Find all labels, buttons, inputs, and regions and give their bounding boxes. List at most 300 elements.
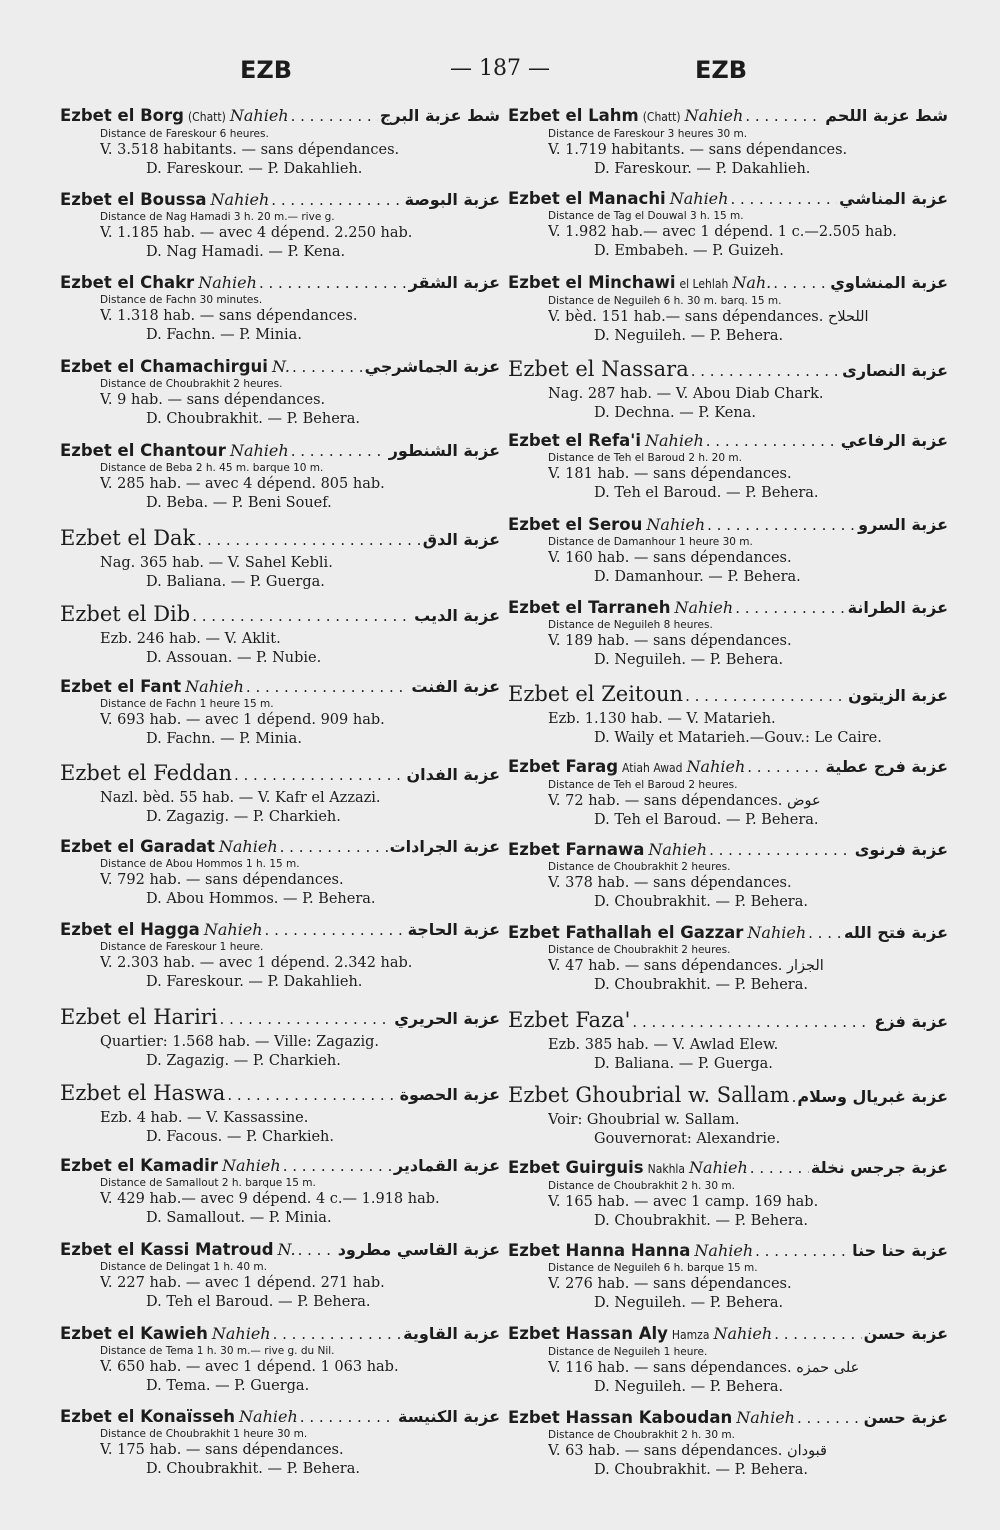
entry-kind: Nahieh — [211, 1323, 271, 1343]
entry-arabic-name: عزبة المناشي — [839, 189, 948, 209]
entry-title-line — [508, 1006, 948, 1036]
entry-name: Ezbet el Refa'i — [508, 431, 642, 451]
entry — [60, 676, 500, 760]
entry-population: V. 276 hab. — sans dépendances. — [548, 1276, 792, 1293]
entry-district: D. Tema. — P. Guerga. — [146, 1377, 310, 1394]
entry-qualifier: Nakhla — [647, 1161, 686, 1176]
entry-distance: Distance de Beba 2 h. 45 m. barque 10 m. — [100, 461, 324, 474]
entry-arabic-name: عزبة حسن — [863, 1324, 948, 1344]
entry-arabic-name: عزبة فرج عطية — [825, 756, 948, 776]
entry — [60, 919, 500, 1003]
entry-kind: N. — [277, 1239, 296, 1259]
entry-kind: Nahieh — [198, 273, 257, 293]
entry-kind: Nah. — [732, 272, 772, 292]
entry — [60, 524, 500, 600]
entry-name: Ezbet Faza' — [508, 1007, 631, 1032]
leader-dots — [280, 836, 388, 858]
entry-population: V. 175 hab. — sans dépendances. — [100, 1442, 344, 1459]
entry-arabic-name: عزبة حسن — [863, 1407, 948, 1427]
leader-dots — [735, 597, 845, 619]
entry-name: Ezbet el Hagga — [60, 920, 200, 940]
entry-population: Ezb. 4 hab. — V. Kassassine. — [100, 1110, 309, 1126]
entry — [60, 189, 500, 273]
entry-kind: Nahieh — [674, 597, 734, 617]
entry-kind: Nahieh — [747, 923, 807, 943]
entry-population: V. 165 hab. — avec 1 camp. 169 hab. — [548, 1193, 819, 1210]
entry-kind: Nahieh — [669, 189, 729, 209]
entry — [60, 272, 500, 356]
entry-population: V. 160 hab. — sans dépendances. — [548, 549, 792, 566]
leader-dots — [273, 1323, 402, 1345]
entry-kind: Nahieh — [713, 1324, 773, 1344]
entry-title-line — [60, 1003, 500, 1033]
entry-kind: Nahieh — [218, 836, 278, 856]
entry — [508, 597, 948, 680]
entry-name: Ezbet el Nassara — [508, 356, 689, 381]
entry-kind: Nahieh — [684, 106, 744, 125]
leader-dots — [709, 839, 853, 861]
entry-district: D. Choubrakhit. — P. Behera. — [594, 1461, 808, 1478]
entry-kind: Nahieh — [646, 514, 706, 534]
entry-district: D. Facous. — P. Charkieh. — [146, 1129, 335, 1145]
entry-district: D. Baliana. — P. Guerga. — [594, 1055, 773, 1072]
entry-distance: Distance de Fareskour 6 heures. — [100, 128, 269, 140]
entry-arabic-name: عزبة الرفاعي — [840, 431, 948, 451]
entry-name: Ezbet el Boussa — [60, 189, 207, 209]
entry-title-line — [508, 355, 948, 385]
entry-population: V. 792 hab. — sans dépendances. — [100, 871, 344, 888]
entry-name: Ezbet el Garadat — [60, 836, 215, 856]
leader-dots — [292, 356, 363, 378]
entry — [60, 1239, 500, 1323]
entry-district: D. Samallout. — P. Minia. — [146, 1210, 332, 1227]
entry-distance: Distance de Fareskour 1 heure. — [100, 941, 264, 954]
leader-dots — [797, 1407, 862, 1429]
entry-distance: Distance de Choubrakhit 2 heures. — [100, 378, 283, 391]
leader-dots — [730, 188, 837, 210]
entry-title-line — [60, 676, 500, 698]
leader-dots — [707, 514, 856, 536]
entry-district: D. Choubrakhit. — P. Behera. — [594, 1212, 808, 1229]
entry-population: V. 378 hab. — sans dépendances. — [548, 875, 792, 892]
entry-title-line — [60, 105, 500, 128]
entry — [60, 1323, 500, 1407]
leader-dots — [747, 756, 823, 778]
entry-name: Ezbet Hanna Hanna — [508, 1241, 691, 1261]
entry — [508, 105, 948, 188]
entry-title-line — [508, 839, 948, 861]
left-column — [60, 105, 500, 1490]
entry-distance: Distance de Teh el Baroud 2 h. 20 m. — [548, 452, 742, 465]
entry-title-line — [508, 756, 948, 779]
entry-population: V. 72 hab. — sans dépendances. عوض — [548, 792, 821, 809]
entry-distance: Distance de Neguileh 6 h. 30 m. barq. 15 m. — [548, 294, 782, 307]
entry-district: D. Neguileh. — P. Behera. — [594, 1379, 784, 1396]
entry-kind: Nahieh — [185, 676, 244, 696]
entry-arabic-name: شط عزبة البرج — [379, 106, 500, 125]
entry — [60, 1155, 500, 1239]
entry-kind: Nahieh — [221, 1156, 281, 1176]
entry-name: Ezbet el Tarraneh — [508, 597, 671, 617]
entry-population: V. 1.719 habitants. — sans dépendances. — [548, 142, 848, 158]
entry-qualifier: el Lehlah — [679, 276, 729, 291]
entry-district: D. Baliana. — P. Guerga. — [146, 573, 325, 590]
entry-arabic-name: عزبة الجماشرجي — [364, 357, 500, 377]
entry-name: Ezbet el Konaïsseh — [60, 1407, 236, 1427]
entry-district: D. Zagazig. — P. Charkieh. — [146, 1052, 341, 1069]
entry-name: Ezbet Guirguis — [508, 1157, 644, 1177]
entry-distance: Distance de Choubrakhit 2 h. 30 m. — [548, 1428, 735, 1441]
entry-population: V. 429 hab.— avec 9 dépend. 4 c.— 1.918 hab. — [100, 1191, 440, 1208]
entry-distance: Distance de Neguileh 8 heures. — [548, 618, 713, 631]
leader-dots — [220, 1005, 393, 1033]
entry-title-line — [508, 105, 948, 128]
entry-distance: Distance de Neguileh 6 h. barque 15 m. — [548, 1262, 758, 1275]
entry-title-line — [508, 680, 948, 710]
leader-dots — [750, 1157, 809, 1179]
entry-title-line — [60, 919, 500, 941]
entry-arabic-name: عزبة الفدان — [406, 765, 500, 785]
leader-dots — [755, 1240, 850, 1262]
entry-distance: Distance de Nag Hamadi 3 h. 20 m.— rive g. — [100, 210, 335, 223]
entry-arabic-name: عزبة غبريال وسلام — [797, 1087, 948, 1107]
entry-distance: Distance de Fareskour 3 heures 30 m. — [548, 128, 748, 140]
entry-district: D. Abou Hommos. — P. Behera. — [146, 890, 376, 907]
entry — [60, 105, 500, 189]
entry-kind: Nahieh — [645, 431, 704, 451]
entry-arabic-name: عزبة الديب — [414, 605, 500, 625]
entry-population: Nazl. bèd. 55 hab. — V. Kafr el Azzazi. — [100, 790, 381, 807]
entry-title-line — [508, 188, 948, 210]
entry-kind: Nahieh — [689, 1157, 748, 1177]
entry-arabic-name: عزبة البوصة — [404, 189, 500, 209]
entry-name: Ezbet el Borg — [60, 106, 184, 125]
entry-name: Ezbet el Feddan — [60, 761, 232, 786]
entry-arabic-name: عزبة حنا حنا — [852, 1241, 948, 1261]
leader-dots — [808, 922, 842, 944]
entry-district: Gouvernorat: Alexandrie. — [594, 1131, 781, 1148]
entry-distance: Distance de Fachn 30 minutes. — [100, 294, 263, 307]
entry-distance: Distance de Abou Hommos 1 h. 15 m. — [100, 857, 300, 870]
entry-population: V. 189 hab. — sans dépendances. — [548, 632, 792, 649]
entry-arabic-name: عزبة جرجس نخلة — [810, 1157, 948, 1177]
entry — [508, 922, 948, 1005]
leader-dots — [197, 526, 421, 554]
entry-title-line — [508, 1081, 948, 1111]
entry-district: D. Beba. — P. Beni Souef. — [146, 494, 332, 511]
entry — [60, 1003, 500, 1079]
entry-name: Ezbet el Haswa — [60, 1081, 226, 1105]
entry-title-line — [60, 1155, 500, 1177]
leader-dots — [192, 602, 412, 630]
leader-dots — [298, 1239, 336, 1261]
entry-name: Ezbet Hassan Aly — [508, 1324, 668, 1344]
entry-district: D. Fachn. — P. Minia. — [146, 730, 302, 747]
entry-name: Ezbet el Fant — [60, 676, 182, 696]
entry-distance: Distance de Choubrakhit 1 heure 30 m. — [100, 1428, 308, 1441]
entry-population: V. 1.982 hab.— avec 1 dépend. 1 c.—2.505 hab. — [548, 224, 897, 241]
entry-qualifier: Hamza — [671, 1328, 710, 1343]
entry — [60, 440, 500, 524]
entry-kind: Nahieh — [648, 840, 708, 860]
entry-arabic-name: عزبة القمادير — [393, 1156, 500, 1176]
entry-title-line — [508, 1323, 948, 1346]
entry-title-line — [508, 1240, 948, 1262]
entry-name: Ezbet el Kawieh — [60, 1323, 208, 1343]
entry-district: D. Neguileh. — P. Behera. — [594, 327, 784, 344]
entry — [508, 430, 948, 513]
entry — [508, 1006, 948, 1082]
entry-arabic-name: عزبة الشنطور — [388, 440, 500, 460]
leader-dots — [691, 357, 840, 385]
entry — [508, 355, 948, 431]
entry-arabic-name: عزبة الدق — [422, 529, 500, 549]
entry-district: D. Teh el Baroud. — P. Behera. — [594, 485, 819, 502]
entry-district: D. Fareskour. — P. Dakahlieh. — [146, 974, 363, 991]
entry-name: Ezbet el Minchawi — [508, 272, 676, 292]
entry-name: Ezbet Farag — [508, 756, 619, 776]
entry-population: V. 47 hab. — sans dépendances. الجزار — [548, 958, 824, 975]
right-column — [508, 105, 948, 1490]
entry-arabic-name: عزبة فزع — [874, 1011, 948, 1031]
entry-distance: Distance de Choubrakhit 2 heures. — [548, 861, 731, 874]
entry-district: D. Choubrakhit. — P. Behera. — [146, 411, 360, 428]
entry-title-line — [60, 1323, 500, 1345]
entry-kind: Nahieh — [239, 1407, 298, 1427]
entry-district: D. Fachn. — P. Minia. — [146, 327, 302, 344]
entry-district: D. Fareskour. — P. Dakahlieh. — [146, 161, 363, 177]
entry — [508, 514, 948, 597]
entry-arabic-name: عزبة النصارى — [842, 360, 948, 380]
entry-population: Ezb. 385 hab. — V. Awlad Elew. — [548, 1036, 779, 1053]
entry-distance: Distance de Teh el Baroud 2 heures. — [548, 778, 738, 791]
entry — [508, 272, 948, 355]
entry-arabic-name: عزبة الحريري — [394, 1008, 500, 1028]
leader-dots — [300, 1406, 396, 1428]
entry-title-line — [60, 189, 500, 211]
entry-population: V. bèd. 151 hab.— sans dépendances. اللحلاح — [548, 308, 869, 325]
entry-population: Ezb. 1.130 hab. — V. Matarieh. — [548, 711, 776, 728]
entry-population: V. 63 hab. — sans dépendances. قبودان — [548, 1442, 827, 1459]
entry — [508, 680, 948, 756]
entry — [508, 1323, 948, 1406]
leader-dots — [291, 105, 378, 127]
entry-arabic-name: عزبة الزيتون — [848, 686, 948, 706]
entry-district: D. Dechna. — P. Kena. — [594, 404, 756, 421]
entry-population: V. 2.303 hab. — avec 1 dépend. 2.342 hab. — [100, 955, 413, 972]
entry-title-line — [60, 1079, 500, 1109]
entry-district: D. Neguileh. — P. Behera. — [594, 651, 784, 668]
entry-district: D. Embabeh. — P. Guizeh. — [594, 243, 784, 260]
entry-title-line — [60, 836, 500, 858]
page-number: — 187 — — [450, 56, 550, 81]
entry-title-line — [60, 1239, 500, 1261]
entry-kind: Nahieh — [686, 756, 746, 776]
entry-arabic-name: عزبة المنشاوي — [830, 272, 948, 292]
entry-title-line — [60, 600, 500, 630]
entry-district: D. Nag Hamadi. — P. Kena. — [146, 243, 346, 260]
entry-district: D. Neguileh. — P. Behera. — [594, 1295, 784, 1312]
entry-title-line — [60, 1406, 500, 1428]
leader-dots — [271, 189, 402, 211]
entry-name: Ezbet Hassan Kaboudan — [508, 1407, 733, 1427]
leader-dots — [246, 676, 409, 698]
entry — [60, 836, 500, 920]
entry-name: Ezbet el Serou — [508, 514, 643, 534]
entry-distance: Distance de Damanhour 1 heure 30 m. — [548, 535, 753, 548]
entry-population: Nag. 365 hab. — V. Sahel Kebli. — [100, 554, 333, 571]
entry-name: Ezbet Ghoubrial w. Sallam — [508, 1083, 790, 1108]
entry — [60, 759, 500, 835]
entry-name: Ezbet el Hariri — [60, 1004, 218, 1029]
entry — [60, 1079, 500, 1155]
entry-distance: Distance de Choubrakhit 2 h. 30 m. — [548, 1179, 735, 1192]
entry-arabic-name: عزبة القاسي مطرود — [337, 1239, 500, 1259]
entry-district: D. Choubrakhit. — P. Behera. — [146, 1461, 360, 1478]
entry-distance: Distance de Tema 1 h. 30 m.— rive g. du Nil. — [100, 1344, 335, 1357]
entry-population: V. 9 hab. — sans dépendances. — [100, 392, 326, 409]
entry-district: D. Choubrakhit. — P. Behera. — [594, 977, 808, 994]
entry-district: D. Teh el Baroud. — P. Behera. — [594, 811, 819, 828]
entry-district: D. Waily et Matarieh.—Gouv.: Le Caire. — [594, 730, 882, 747]
entry-population: Ezb. 246 hab. — V. Aklit. — [100, 630, 281, 647]
entry-district: D. Choubrakhit. — P. Behera. — [594, 894, 808, 911]
leader-dots — [792, 1083, 796, 1111]
entry — [60, 356, 500, 440]
leader-dots — [291, 440, 387, 462]
entry-title-line — [60, 356, 500, 378]
entry-kind: Nahieh — [736, 1407, 795, 1427]
entry-title-line — [508, 514, 948, 536]
entry — [60, 600, 500, 676]
entry-population: V. 1.185 hab. — avec 4 dépend. 2.250 hab. — [100, 224, 413, 241]
entry-arabic-name: شط عزبة اللحم — [825, 106, 948, 125]
entry-qualifier: (Chatt) — [187, 110, 226, 124]
entry-title-line — [508, 922, 948, 944]
entry — [508, 1407, 948, 1490]
entry-arabic-name: عزبة الحاجة — [407, 920, 500, 940]
leader-dots — [774, 1323, 861, 1345]
entry-arabic-name: عزبة الكنيسة — [397, 1407, 500, 1427]
entry-distance: Distance de Tag el Douwal 3 h. 15 m. — [548, 210, 744, 223]
entry-distance: Distance de Samallout 2 h. barque 15 m. — [100, 1177, 316, 1190]
entry-title-line — [508, 1157, 948, 1180]
entry — [508, 839, 948, 922]
entry-population: V. 285 hab. — avec 4 dépend. 805 hab. — [100, 475, 385, 492]
entry-arabic-name: عزبة السرو — [858, 514, 948, 534]
entry-district: D. Fareskour. — P. Dakahlieh. — [594, 161, 811, 177]
entry-arabic-name: عزبة الطرانة — [847, 597, 948, 617]
entry-kind: Nahieh — [694, 1241, 754, 1261]
entry-population: Nag. 287 hab. — V. Abou Diab Chark. — [548, 385, 824, 402]
entry-arabic-name: عزبة الجرادات — [389, 836, 500, 856]
entry — [508, 1240, 948, 1323]
entry-arabic-name: عزبة الفنت — [411, 676, 500, 696]
leader-dots — [685, 682, 846, 710]
entry-arabic-name: عزبة فتح الله — [844, 923, 948, 943]
entry-name: Ezbet el Dak — [60, 525, 196, 550]
leader-dots — [234, 761, 404, 789]
entry-district: D. Zagazig. — P. Charkieh. — [146, 809, 341, 826]
page-header — [0, 56, 1000, 96]
leader-dots — [632, 1008, 872, 1036]
entry-distance: Distance de Neguileh 1 heure. — [548, 1346, 708, 1359]
entry-population: V. 116 hab. — sans dépendances. على حمزه — [548, 1360, 860, 1377]
entry-distance: Distance de Fachn 1 heure 15 m. — [100, 697, 274, 710]
entry-name: Ezbet el Manachi — [508, 189, 666, 209]
entry-name: Ezbet Fathallah el Gazzar — [508, 923, 744, 943]
leader-dots — [227, 1081, 397, 1109]
entry-kind: Nahieh — [229, 440, 289, 460]
entry — [508, 756, 948, 839]
entry-title-line — [60, 272, 500, 294]
entry-kind: Nahieh — [229, 106, 289, 125]
entry-kind: Nahieh — [203, 920, 263, 940]
entry-name: Ezbet el Zeitoun — [508, 682, 684, 707]
entry-population: V. 227 hab. — avec 1 dépend. 271 hab. — [100, 1274, 385, 1291]
entry-qualifier: (Chatt) — [642, 110, 681, 124]
entry-title-line — [60, 524, 500, 554]
entry-district: D. Teh el Baroud. — P. Behera. — [146, 1293, 371, 1310]
entry-population: V. 3.518 habitants. — sans dépendances. — [100, 142, 400, 158]
entry-population: Quartier: 1.568 hab. — Ville: Zagazig. — [100, 1033, 380, 1050]
entry-qualifier: Atiah Awad — [622, 760, 683, 775]
entry — [508, 188, 948, 271]
entry-arabic-name: عزبة الحصوة — [399, 1085, 500, 1104]
entry-title-line — [60, 440, 500, 462]
entry-arabic-name: عزبة القاوية — [403, 1323, 500, 1343]
entry-name: Ezbet el Kassi Matroud — [60, 1239, 274, 1259]
leader-dots — [265, 919, 406, 941]
entry-distance: Distance de Delingat 1 h. 40 m. — [100, 1260, 267, 1273]
entry-name: Ezbet el Dib — [60, 601, 191, 626]
entry-name: Ezbet Farnawa — [508, 840, 645, 860]
header-right: EZB — [695, 56, 748, 84]
entry-title-line — [508, 1407, 948, 1429]
entry — [508, 1081, 948, 1157]
leader-dots — [259, 272, 407, 294]
entry-distance: Distance de Choubrakhit 2 heures. — [548, 944, 731, 957]
entry-arabic-name: عزبة الشقر — [408, 273, 500, 293]
entry-kind: Nahieh — [210, 189, 270, 209]
leader-dots — [773, 272, 828, 294]
entry-district: D. Assouan. — P. Nubie. — [146, 649, 322, 666]
leader-dots — [706, 430, 839, 452]
entry-population: V. 1.318 hab. — sans dépendances. — [100, 308, 358, 325]
entry-district: D. Damanhour. — P. Behera. — [594, 568, 801, 585]
entry-name: Ezbet el Lahm — [508, 106, 639, 125]
entry-population: V. 650 hab. — avec 1 dépend. 1 063 hab. — [100, 1358, 399, 1375]
entry-title-line — [508, 597, 948, 619]
entry-title-line — [508, 430, 948, 452]
entry-name: Ezbet el Chakr — [60, 273, 195, 293]
entry-kind: N. — [271, 357, 291, 377]
entry-population: V. 181 hab. — sans dépendances. — [548, 466, 792, 483]
leader-dots — [745, 105, 823, 127]
entry-title-line — [60, 759, 500, 789]
entry — [508, 1157, 948, 1240]
entry-title-line — [508, 272, 948, 295]
entry — [60, 1406, 500, 1490]
entry-name: Ezbet el Chamachirgui — [60, 357, 268, 377]
leader-dots — [283, 1155, 392, 1177]
entry-name: Ezbet el Chantour — [60, 440, 226, 460]
header-left: EZB — [240, 56, 293, 84]
entry-population: V. 693 hab. — avec 1 dépend. 909 hab. — [100, 711, 385, 728]
entry-population: Voir: Ghoubrial w. Sallam. — [548, 1112, 740, 1129]
entry-name: Ezbet el Kamadir — [60, 1156, 218, 1176]
entry-arabic-name: عزبة فرنوى — [854, 840, 948, 860]
